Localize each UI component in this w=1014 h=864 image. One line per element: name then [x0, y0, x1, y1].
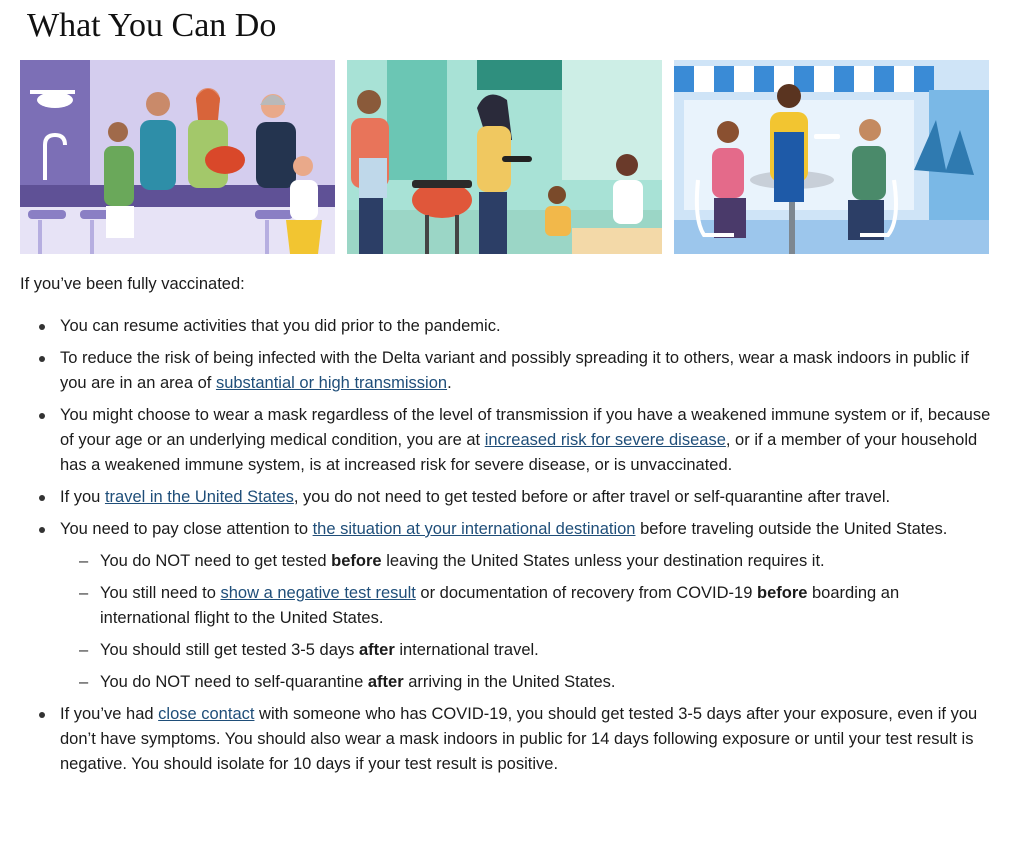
cafe-dining-illustration: [674, 60, 989, 254]
sub-item-text-end: arriving in the United States.: [403, 673, 616, 691]
cafe-dining-svg: [674, 60, 989, 254]
bullet-text: You might choose to wear a mask regardless of the level of transmission if you have a weakened immune system or if, because of your age or an underlying medical condition, you are at: [60, 406, 991, 449]
negative-test-result-link[interactable]: show a negative test result: [220, 584, 416, 602]
sub-item-emphasis: before: [756, 584, 808, 602]
sub-list-item: [60, 581, 992, 631]
sub-list-item: [60, 549, 992, 574]
list-item: [20, 403, 992, 478]
list-item: [20, 702, 992, 777]
severe-disease-risk-link[interactable]: increased risk for severe disease: [484, 431, 726, 449]
sub-item-text: You should still get tested 3-5 days: [100, 641, 359, 659]
bullet-text: To reduce the risk of being infected with the Delta variant and possibly spreading it to others, wear a mask indoors in public if you are in an area of: [60, 349, 969, 392]
guidance-list: [20, 314, 992, 784]
sub-item-emphasis: after: [358, 641, 395, 659]
sub-item-text: You still need to: [100, 584, 221, 602]
sub-list-item: [60, 638, 992, 663]
bullet-text-end: .: [447, 374, 452, 392]
sub-item-text: You do NOT need to self-quarantine: [100, 673, 368, 691]
sub-item-text-end: boarding an international flight to the United States.: [100, 584, 900, 627]
sub-item-emphasis: after: [367, 673, 404, 691]
bullet-text-end: , you do not need to get tested before or after travel or self-quarantine after travel.: [293, 488, 891, 506]
bullet-text: You can resume activities that you did prior to the pandemic.: [60, 317, 501, 335]
bullet-text: You need to pay close attention to: [60, 520, 313, 538]
international-destination-link[interactable]: the situation at your international destination: [312, 520, 636, 538]
intro-text: If you’ve been fully vaccinated:: [20, 275, 245, 293]
sub-item-text-end: leaving the United States unless your destination requires it.: [381, 552, 825, 570]
family-kitchen-svg: [20, 60, 335, 254]
sub-item-text-mid: or documentation of recovery from COVID-19: [415, 584, 757, 602]
close-contact-link[interactable]: close contact: [158, 705, 255, 723]
domestic-travel-link[interactable]: travel in the United States: [104, 488, 294, 506]
bullet-text: If you’ve had: [60, 705, 159, 723]
page-title: What You Can Do: [27, 7, 277, 44]
bullet-text: If you: [60, 488, 105, 506]
sub-item-emphasis: before: [331, 552, 382, 570]
bullet-text-end: , or if a member of your household has a weakened immune system, is at increased risk for severe disease, or is unvaccinated.: [60, 431, 978, 474]
list-item: [20, 346, 992, 396]
list-item: [20, 517, 992, 695]
family-kitchen-illustration: [20, 60, 335, 254]
transmission-link[interactable]: substantial or high transmission: [215, 374, 448, 392]
bullet-text-end: before traveling outside the United States.: [635, 520, 948, 538]
sub-item-text-end: international travel.: [394, 641, 539, 659]
sub-item-text: You do NOT need to get tested: [100, 552, 332, 570]
backyard-barbecue-svg: [347, 60, 662, 254]
list-item: [20, 485, 992, 510]
list-item: [20, 314, 992, 339]
international-travel-sublist: [60, 549, 992, 695]
bullet-text-end: with someone who has COVID-19, you should get tested 3-5 days after your exposure, even if you don’t have symptoms. You should also wear a mask indoors in public for 14 days following exposure or until your test result is negative. You should isolate for 10 days if your test result is positive.: [60, 705, 978, 773]
backyard-barbecue-illustration: [347, 60, 662, 254]
sub-list-item: [60, 670, 992, 695]
